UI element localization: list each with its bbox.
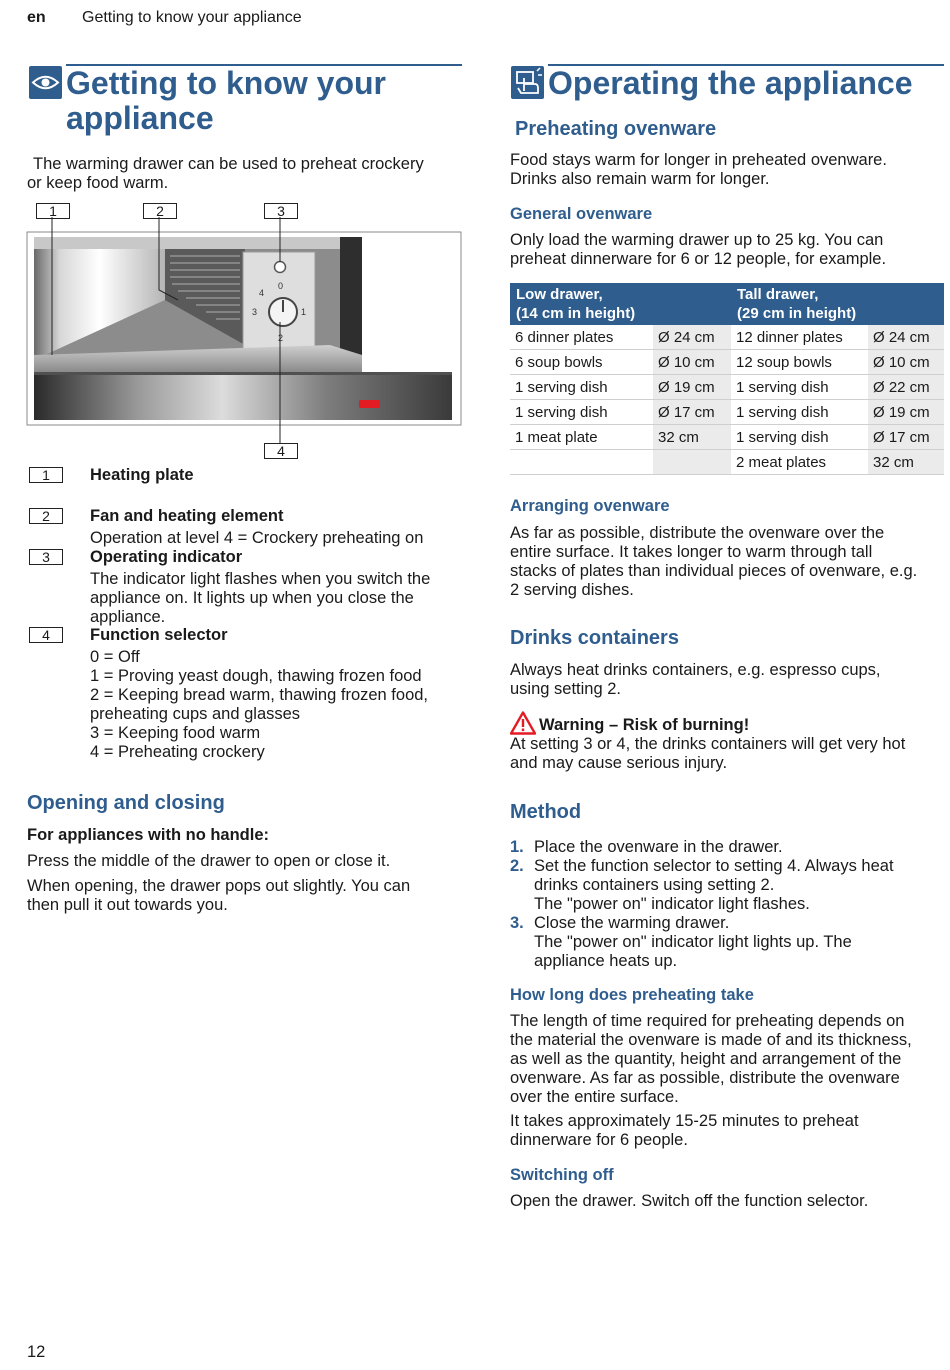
switching-off-text: Open the drawer. Switch off the function selector. xyxy=(510,1192,869,1210)
switching-off-heading: Switching off xyxy=(510,1166,614,1184)
page-title-line-1: Getting to know your xyxy=(66,65,386,101)
table-cell xyxy=(653,450,731,475)
table-cell: 32 cm xyxy=(868,450,944,475)
howlong-text-2 xyxy=(510,1112,946,1150)
header-tall-line: Tall drawer, xyxy=(737,286,819,303)
legend-title-selector: Function selector xyxy=(90,626,228,644)
table-cell: 1 serving dish xyxy=(731,400,868,425)
step-line: Close the warming drawer. xyxy=(534,914,730,932)
general-line: preheat dinnerware for 6 or 12 people, for example. xyxy=(510,250,887,268)
intro-line: or keep food warm. xyxy=(27,174,169,192)
howlong-line: over the entire surface. xyxy=(510,1088,679,1106)
arranging-line: stacks of plates than individual pieces of ovenware, e.g. xyxy=(510,562,918,580)
table-row xyxy=(510,325,944,350)
legend-num-2: 2 xyxy=(29,508,63,524)
step-line: The "power on" indicator light lights up. The xyxy=(534,933,852,951)
method-steps xyxy=(510,838,940,971)
table-cell: 1 meat plate xyxy=(510,425,653,450)
page-title-line-2: appliance xyxy=(66,100,214,136)
general-heading: General ovenware xyxy=(510,205,653,223)
legend-line: 0 = Off xyxy=(90,648,140,666)
dial-mark-2: 2 xyxy=(278,333,284,343)
intro-line: The warming drawer can be used to preheat crockery xyxy=(33,155,424,173)
dial-mark-4: 4 xyxy=(259,288,265,298)
dial-mark-1: 1 xyxy=(301,307,307,317)
step-line: drinks containers using setting 2. xyxy=(534,876,775,894)
legend-num-3: 3 xyxy=(29,549,63,565)
table-cell: Ø 19 cm xyxy=(868,400,944,425)
table-cell: 1 serving dish xyxy=(510,375,653,400)
figure-callout-1: 1 xyxy=(36,203,70,219)
warning-line: At setting 3 or 4, the drinks containers will get very hot xyxy=(510,735,906,753)
legend-title-heating-plate: Heating plate xyxy=(90,466,194,484)
table-row xyxy=(510,450,944,475)
appliance-illustration xyxy=(0,0,470,470)
opening-subheading: For appliances with no handle: xyxy=(27,826,270,844)
legend-text-indicator xyxy=(90,570,460,627)
drinks-line: Always heat drinks containers, e.g. espresso cups, xyxy=(510,661,881,679)
warning-icon xyxy=(510,711,536,735)
page-number: 12 xyxy=(27,1343,46,1361)
hand-button-icon xyxy=(511,66,544,99)
legend-num-4: 4 xyxy=(29,627,63,643)
table-cell: 2 meat plates xyxy=(731,450,868,475)
table-row xyxy=(510,400,944,425)
list-item xyxy=(510,857,940,914)
legend-line: 4 = Preheating crockery xyxy=(90,743,265,761)
drinks-line: using setting 2. xyxy=(510,680,621,698)
header-low-line: (14 cm in height) xyxy=(516,305,636,322)
list-item xyxy=(510,838,940,857)
preheat-text xyxy=(510,151,940,189)
table-row xyxy=(510,375,944,400)
drinks-heading: Drinks containers xyxy=(510,627,679,649)
opening-line: then pull it out towards you. xyxy=(27,896,228,914)
step-line: The "power on" indicator light flashes. xyxy=(534,895,810,913)
table-cell: 6 dinner plates xyxy=(510,325,653,350)
legend-text-fan: Operation at level 4 = Crockery preheating on xyxy=(90,529,424,547)
step-line: appliance heats up. xyxy=(534,952,678,970)
figure-callout-2: 2 xyxy=(143,203,177,219)
table-cell: Ø 24 cm xyxy=(868,325,944,350)
table-cell: Ø 22 cm xyxy=(868,375,944,400)
header-low-drawer xyxy=(510,283,731,325)
running-header: Getting to know your appliance xyxy=(82,9,302,26)
general-text xyxy=(510,231,940,269)
list-item xyxy=(510,914,940,971)
table-cell: Ø 24 cm xyxy=(653,325,731,350)
table-cell: 6 soup bowls xyxy=(510,350,653,375)
table-cell: Ø 10 cm xyxy=(868,350,944,375)
legend-line: preheating cups and glasses xyxy=(90,705,301,723)
legend-line: The indicator light flashes when you switch the xyxy=(90,570,431,588)
dial-mark-3: 3 xyxy=(252,307,258,317)
table-cell: 1 serving dish xyxy=(510,400,653,425)
general-line: Only load the warming drawer up to 25 kg. You can xyxy=(510,231,884,249)
warning-title: Warning – Risk of burning! xyxy=(539,716,750,734)
table-header-row xyxy=(510,283,944,325)
figure-callout-4: 4 xyxy=(264,443,298,459)
howlong-line: as well as the quantity, height and arrangement of the xyxy=(510,1050,902,1068)
table-cell: 1 serving dish xyxy=(731,425,868,450)
table-cell: 1 serving dish xyxy=(731,375,868,400)
table-cell: Ø 17 cm xyxy=(653,400,731,425)
ovenware-table xyxy=(510,283,944,475)
opening-line: When opening, the drawer pops out slightly. You can xyxy=(27,877,411,895)
table-cell: 12 dinner plates xyxy=(731,325,868,350)
header-tall-drawer xyxy=(731,283,944,325)
arranging-line: As far as possible, distribute the ovenware over the xyxy=(510,524,885,542)
arranging-text xyxy=(510,524,946,600)
dial-mark-0: 0 xyxy=(278,281,284,291)
legend-line: 2 = Keeping bread warm, thawing frozen food, xyxy=(90,686,429,704)
step-line: Place the ovenware in the drawer. xyxy=(534,838,783,856)
legend-title-fan: Fan and heating element xyxy=(90,507,284,525)
step-line: Set the function selector to setting 4. Always heat xyxy=(534,857,894,875)
opening-text-2 xyxy=(27,877,457,915)
arranging-line: 2 serving dishes. xyxy=(510,581,634,599)
howlong-line: ovenware. As far as possible, distribute the ovenware xyxy=(510,1069,900,1087)
preheat-heading: Preheating ovenware xyxy=(515,118,717,140)
legend-line: appliance on. It lights up when you close the xyxy=(90,589,414,607)
table-cell xyxy=(510,450,653,475)
arranging-line: entire surface. It takes longer to warm through tall xyxy=(510,543,873,561)
table-cell: Ø 17 cm xyxy=(868,425,944,450)
warning-line: and may cause serious injury. xyxy=(510,754,728,772)
table-row xyxy=(510,425,944,450)
step-number: 2. xyxy=(510,857,524,875)
figure-callout-3: 3 xyxy=(264,203,298,219)
table-row xyxy=(510,350,944,375)
language-code: en xyxy=(27,9,46,26)
legend-title-indicator: Operating indicator xyxy=(90,548,243,566)
howlong-text-1 xyxy=(510,1012,946,1107)
table-cell: 32 cm xyxy=(653,425,731,450)
howlong-line: dinnerware for 6 people. xyxy=(510,1131,688,1149)
header-tall-line: (29 cm in height) xyxy=(737,305,857,322)
howlong-heading: How long does preheating take xyxy=(510,986,754,1004)
legend-line: 1 = Proving yeast dough, thawing frozen food xyxy=(90,667,422,685)
legend-text-selector xyxy=(90,648,460,762)
opening-text-1: Press the middle of the drawer to open or close it. xyxy=(27,852,391,870)
howlong-line: It takes approximately 15-25 minutes to preheat xyxy=(510,1112,859,1130)
table-cell: Ø 10 cm xyxy=(653,350,731,375)
step-number: 1. xyxy=(510,838,524,856)
step-number: 3. xyxy=(510,914,524,932)
table-cell: Ø 19 cm xyxy=(653,375,731,400)
table-cell: 12 soup bowls xyxy=(731,350,868,375)
legend-num-1: 1 xyxy=(29,467,63,483)
header-low-line: Low drawer, xyxy=(516,286,603,303)
section-title: Operating the appliance xyxy=(548,65,913,101)
preheat-line: Food stays warm for longer in preheated ovenware. xyxy=(510,151,887,169)
method-heading: Method xyxy=(510,801,582,823)
warning-text xyxy=(510,735,946,773)
opening-heading: Opening and closing xyxy=(27,792,225,814)
howlong-line: The length of time required for preheating depends on xyxy=(510,1012,905,1030)
preheat-line: Drinks also remain warm for longer. xyxy=(510,170,770,188)
legend-line: appliance. xyxy=(90,608,166,626)
howlong-line: the material the ovenware is made of and its thickness, xyxy=(510,1031,912,1049)
legend-line: 3 = Keeping food warm xyxy=(90,724,261,742)
drinks-text xyxy=(510,661,940,699)
arranging-heading: Arranging ovenware xyxy=(510,497,670,515)
